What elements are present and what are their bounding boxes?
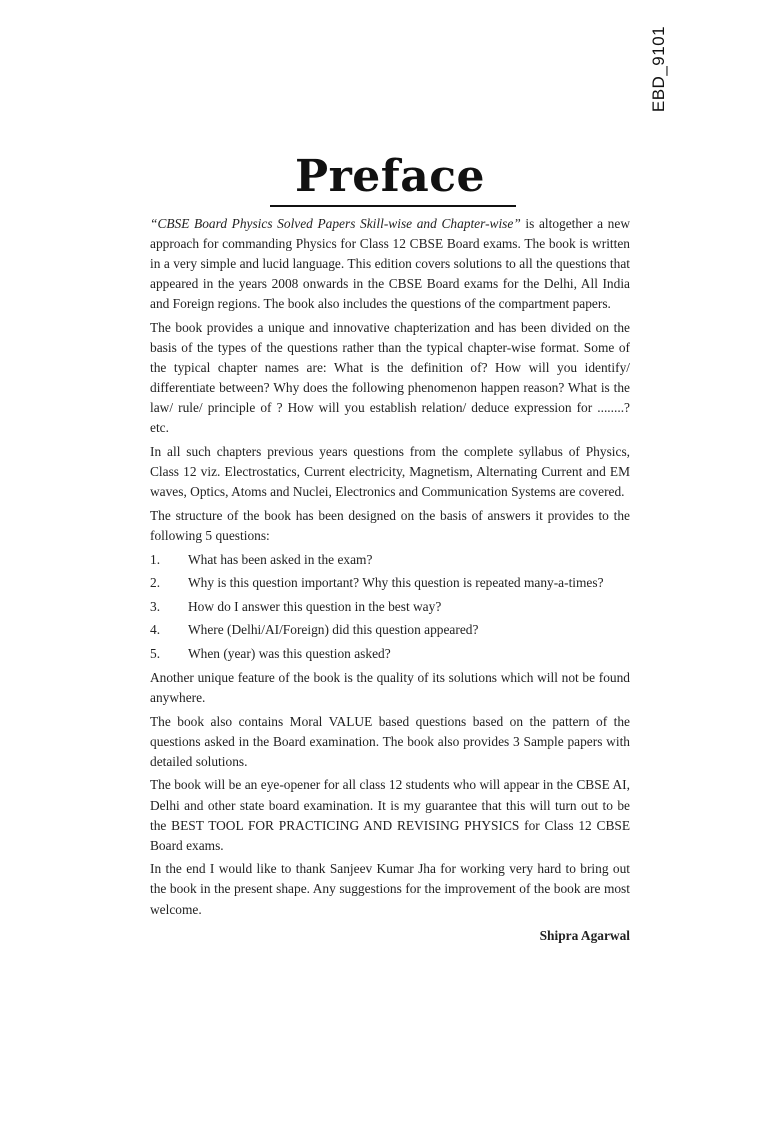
list-item-text: What has been asked in the exam? — [188, 551, 373, 567]
list-item-text: Why is this question important? Why this question is repeated many-a-times? — [188, 575, 604, 591]
list-item-text: When (year) was this question asked? — [188, 645, 391, 661]
book-code-label — [631, 22, 687, 116]
list-item-number: 2. — [150, 575, 161, 591]
list-item — [150, 644, 630, 664]
paragraph-thanks: In the end I would like to thank Sanjeev Kumar Jha for working very hard to bring out the book in the present shape. Any suggestions for the improvement of the book are most welcome. — [150, 861, 630, 917]
paragraph-unique-feature: Another unique feature of the book is the quality of its solutions which will not be found anywhere. — [150, 669, 630, 706]
list-item — [150, 597, 630, 617]
paragraph-eye-opener: The book will be an eye-opener for all class 12 students who will appear in the CBSE AI, Delhi and other state board examination. It is my guarantee that this will turn out to be the BEST TOOL FOR PRACTICING AND REVISING PHYSICS for Class 12 CBSE Board exams. — [150, 777, 630, 853]
list-item-number: 3. — [150, 598, 161, 614]
list-item-number: 5. — [150, 645, 161, 661]
book-title-italic: “CBSE Board Physics Solved Papers Skill-wise and Chapter-wise” — [150, 216, 521, 231]
paragraph-syllabus: In all such chapters previous years questions from the complete syllabus of Physics, Class 12 viz. Electrostatics, Current electricity, Magnetism, Alternating Current and EM waves, Optics, Atoms and Nuclei, Electronics and Communication Systems are covered. — [150, 444, 630, 500]
list-item-number: 1. — [150, 551, 161, 567]
book-code-text: EBD_9101 — [649, 25, 668, 113]
list-item-text: Where (Delhi/AI/Foreign) did this question appeared? — [188, 622, 479, 638]
list-item-text: How do I answer this question in the best way? — [188, 598, 442, 614]
title-underline — [270, 205, 516, 207]
list-item — [150, 550, 630, 570]
list-item-number: 4. — [150, 622, 161, 638]
list-item — [150, 573, 630, 593]
list-item — [150, 620, 630, 640]
paragraph-intro — [150, 214, 630, 314]
author-signature: Shipra Agarwal — [539, 927, 630, 943]
paragraph-intro-text: is altogether a new approach for commanding Physics for Class 12 CBSE Board exams. The book is written in a very simple and lucid language. This edition covers solutions to all the questions that appeared in the years 2008 onwards in the CBSE Board exams for the Delhi, All India and Foreign regions. The book also includes the questions of the compartment papers. — [150, 216, 630, 312]
paragraph-structure: The structure of the book has been designed on the basis of answers it provides to the following 5 questions: — [150, 507, 630, 543]
page-title: Preface — [295, 151, 485, 202]
paragraph-chapterization: The book provides a unique and innovative chapterization and has been divided on the basis of the types of the questions rather than the typical chapter-wise format. Some of the typical chapter names are: What is the definition of? How will you identify/ differentiate between? Why does the following phenomenon happen reason? What is the law/ rule/ principle of ? How will you establish relation/ deduce expression for ........? etc. — [150, 319, 630, 436]
paragraph-moral-value: The book also contains Moral VALUE based questions based on the pattern of the questions asked in the Board examination. The book also provides 3 Sample papers with detailed solutions. — [150, 713, 630, 769]
preface-body — [150, 214, 630, 946]
questions-list — [150, 550, 630, 664]
